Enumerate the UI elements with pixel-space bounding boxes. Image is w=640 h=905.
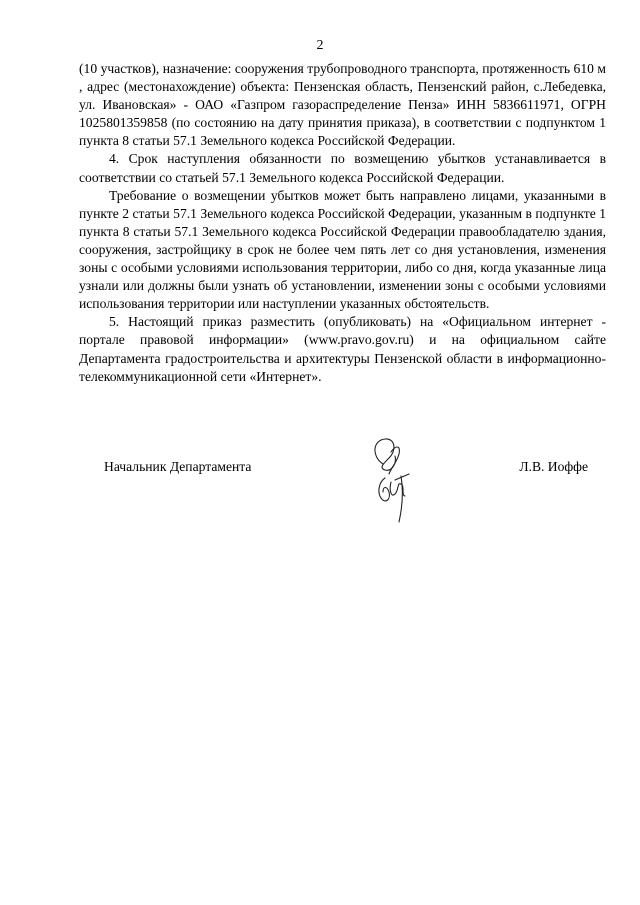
signature-block bbox=[79, 455, 606, 535]
paragraph-item-4: 4. Срок наступления обязанности по возмещению убытков устанавливается в соответствии со статьей 57.1 Земельного кодекса Российской Федерации. bbox=[79, 151, 606, 185]
signatory-name: Л.В. Иоффе bbox=[519, 459, 588, 474]
paragraph-item-5: 5. Настоящий приказ разместить (опубликовать) на «Официальном интернет - портале правовой информации» (www.pravo.gov.ru) и на официальном сайте Департамента градостроительства и архитектуры Пензенской области в информационно-телекоммуникационной сети «Интернет». bbox=[79, 314, 606, 384]
signatory-position: Начальник Департамента bbox=[104, 459, 252, 474]
page-number: 2 bbox=[316, 38, 324, 53]
document-body bbox=[79, 60, 606, 386]
handwritten-signature bbox=[361, 434, 421, 529]
paragraph-damages-claim: Требование о возмещении убытков может быть направлено лицами, указанными в пункте 2 статьи 57.1 Земельного кодекса Российской Федерации, указанным в подпункте 1 пункта 8 статьи 57.1 Земельного кодекса Российской Федерации правообладателю здания, сооружения, застройщику в срок не более чем пять лет со дня установления, изменения зоны с особыми условиями использования территории, либо со дня, когда указанные лица узнали или должны были узнать об установлении, изменении зоны с особыми условиями использования территории или наступлении указанных обстоятельств. bbox=[79, 187, 606, 312]
paragraph-continuation: (10 участков), назначение: сооружения трубопроводного транспорта, протяженность 610 м , адрес (местонахождение) объекта: Пензенская область, Пензенский район, с.Лебедевка, ул. Ивановская» - ОАО «Газпром газораспределение Пенза» ИНН 5836611971, ОГРН 1025801359858 (по состоянию на дату принятия приказа), в соответствии с подпунктом 1 пункта 8 статьи 57.1 Земельного кодекса Российской Федерации. bbox=[79, 61, 606, 149]
